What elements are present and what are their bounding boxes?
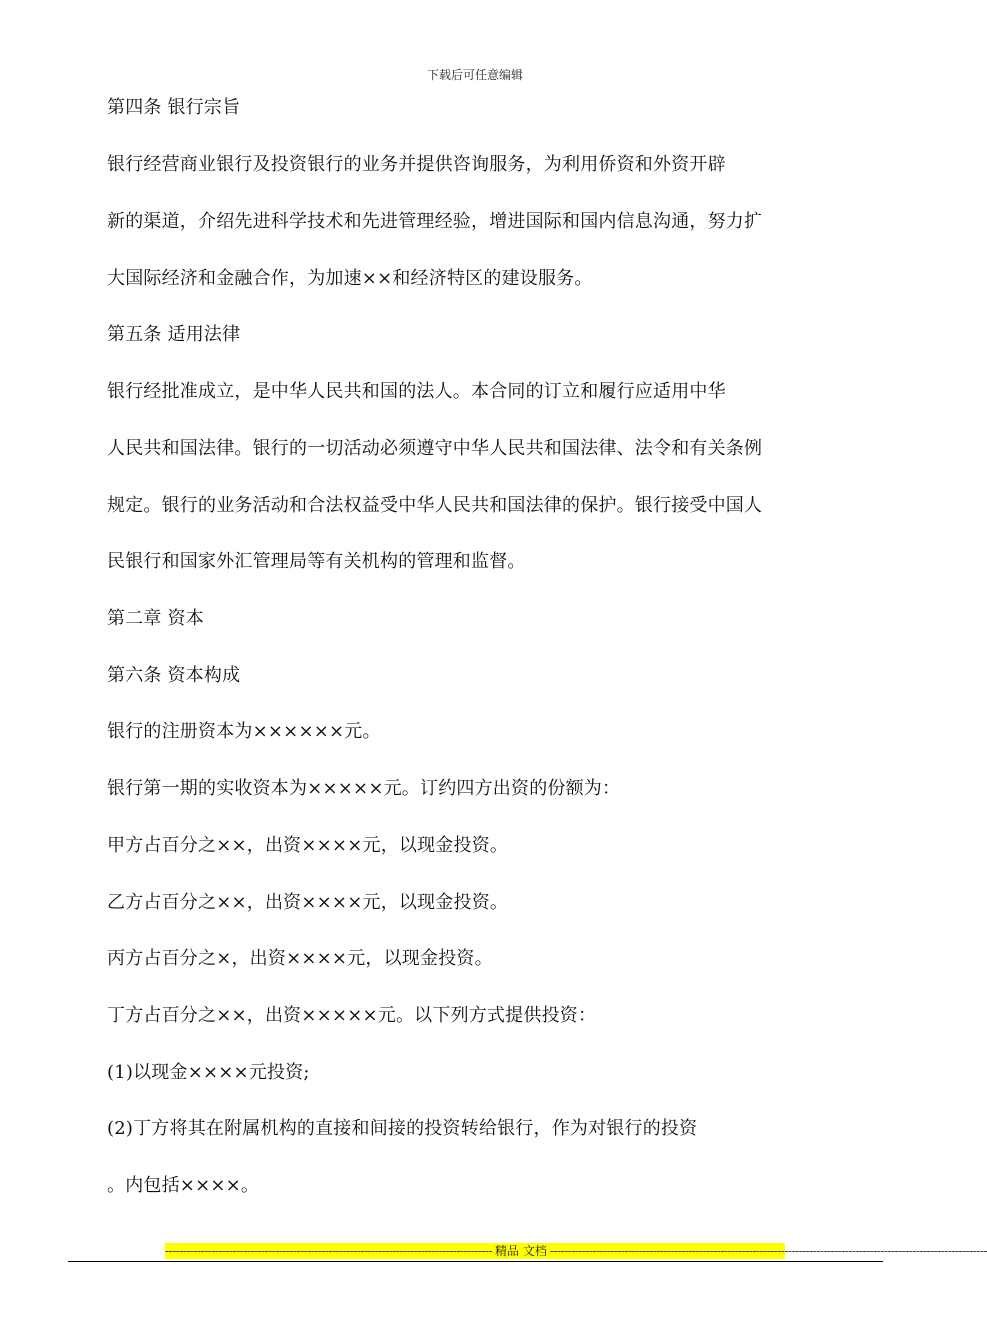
footer-dashes-left: --------------------------------------------------------------------------------------------	[165, 1244, 493, 1258]
paragraph-line: 银行的注册资本为××××××元。	[107, 721, 381, 742]
paragraph-line: 银行经批准成立，是中华人民共和国的法人。本合同的订立和履行应适用中华	[107, 381, 726, 402]
footer-divider	[68, 1261, 883, 1262]
paragraph-line: 甲方占百分之××，出资××××元，以现金投资。	[107, 835, 509, 856]
footer-label: 精品 文档	[495, 1244, 547, 1258]
paragraph-line: 银行经营商业银行及投资银行的业务并提供咨询服务，为利用侨资和外资开辟	[107, 154, 726, 175]
footer-highlight-bar	[165, 1243, 987, 1259]
paragraph-line: 丙方占百分之×，出资××××元，以现金投资。	[107, 948, 493, 969]
article-4-heading: 第四条 银行宗旨	[107, 97, 241, 118]
paragraph-line: 大国际经济和金融合作，为加速××和经济特区的建设服务。	[107, 268, 593, 289]
article-6-heading: 第六条 资本构成	[107, 665, 241, 686]
paragraph-line: 规定。银行的业务活动和合法权益受中华人民共和国法律的保护。银行接受中国人	[107, 495, 763, 516]
chapter-2-heading: 第二章 资本	[107, 608, 204, 629]
paragraph-line: 丁方占百分之××，出资×××××元。以下列方式提供投资：	[107, 1005, 597, 1026]
paragraph-line: 银行第一期的实收资本为×××××元。订约四方出资的份额为：	[107, 778, 621, 799]
paragraph-line: 人民共和国法律。银行的一切活动必须遵守中华人民共和国法律、法令和有关条例	[107, 438, 763, 459]
paragraph-line: (1)以现金××××元投资;	[107, 1062, 310, 1083]
paragraph-line: 新的渠道，介绍先进科学技术和先进管理经验，增进国际和国内信息沟通，努力扩	[107, 211, 763, 232]
paragraph-line: 乙方占百分之××，出资××××元，以现金投资。	[107, 892, 509, 913]
download-editable-note: 下载后可任意编辑	[426, 68, 523, 82]
article-5-heading: 第五条 适用法律	[107, 324, 241, 345]
paragraph-line: (2)丁方将其在附属机构的直接和间接的投资转给银行，作为对银行的投资	[107, 1118, 698, 1139]
footer-dashes-right: ---------------------------------------------------------------------------------------------------------------------------	[549, 1244, 987, 1258]
paragraph-line: 。内包括××××。	[107, 1175, 260, 1196]
paragraph-line: 民银行和国家外汇管理局等有关机构的管理和监督。	[107, 551, 526, 572]
